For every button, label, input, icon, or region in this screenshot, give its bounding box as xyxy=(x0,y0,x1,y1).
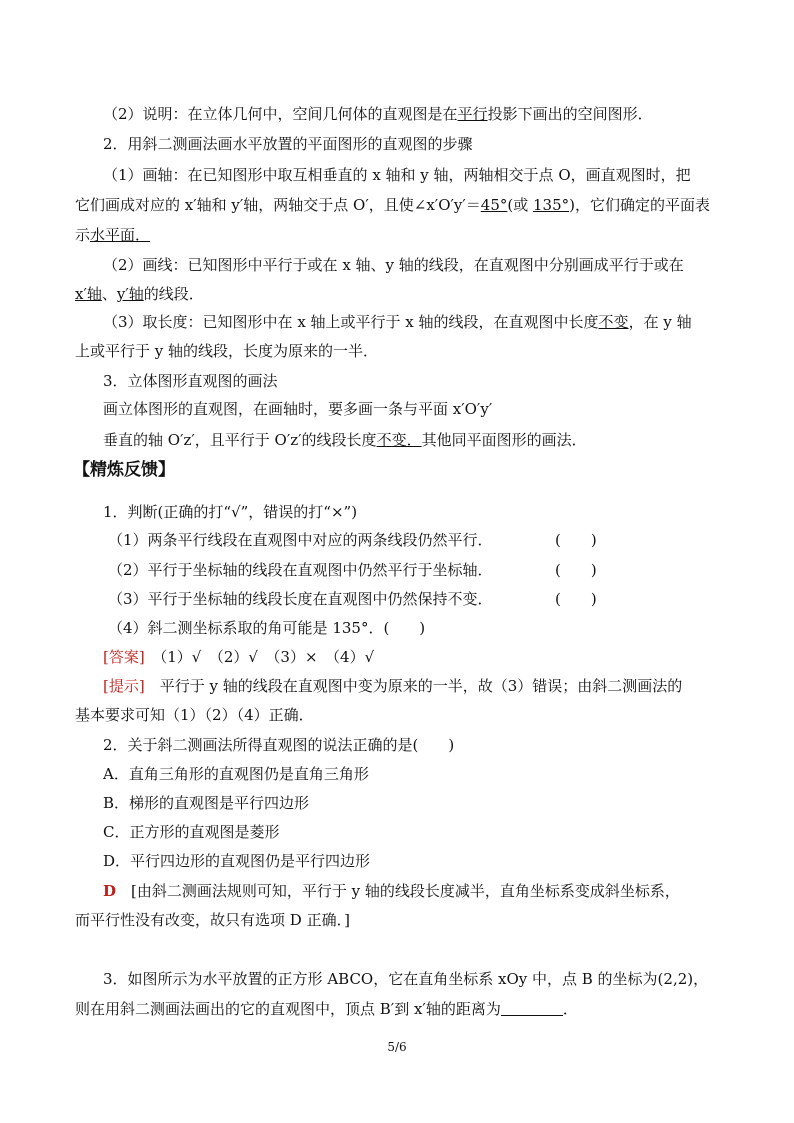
text-span: 示 xyxy=(75,226,91,244)
underlined-answer: 45° xyxy=(480,196,508,214)
question-stem: 1．判断(正确的打“√”，错误的打“×”) xyxy=(103,503,358,521)
question-stem: 2．关于斜二测画法所得直观图的说法正确的是( ) xyxy=(103,736,455,754)
text-line: 画立体图形的直观图，在画轴时，要多画一条与平面 x′O′y′ xyxy=(103,400,493,418)
text-span: （3）取长度：已知图形中在 x 轴上或平行于 x 轴的线段，在直观图中长度 xyxy=(103,313,599,331)
question-item: （4）斜二测坐标系取的角可能是 135°．( ) xyxy=(108,619,426,637)
underlined-answer: 水平面． xyxy=(90,226,151,244)
answer-paren: ( ) xyxy=(555,531,597,549)
answer-blank[interactable] xyxy=(501,1001,563,1016)
underlined-answer: y′轴 xyxy=(116,285,144,303)
text-line: 3．立体图形直观图的画法 xyxy=(103,372,278,390)
underlined-answer: 平行 xyxy=(457,105,488,123)
section-title: 【精炼反馈】 xyxy=(73,460,175,480)
option: D．平行四边形的直观图仍是平行四边形 xyxy=(103,852,371,870)
question-item: （1）两条平行线段在直观图中对应的两条线段仍然平行． xyxy=(108,531,493,549)
answer-paren: ( ) xyxy=(555,561,597,579)
hint-line xyxy=(103,676,682,696)
answer-paren: ( ) xyxy=(555,590,597,608)
answer-line xyxy=(103,647,374,667)
text-span: 则在用斜二测画法画出的它的直观图中，顶点 B′到 x′轴的距离为 xyxy=(75,1000,501,1018)
text-line xyxy=(103,312,692,332)
text-line: 上或平行于 y 轴的线段，长度为原来的一半． xyxy=(75,342,379,360)
text-span: )，它们确定的平面表 xyxy=(569,196,710,214)
text-span: 投影下画出的空间图形． xyxy=(487,105,653,123)
underlined-answer: 135° xyxy=(533,196,570,214)
answer-tag: [答案] xyxy=(103,648,145,666)
text-line: 2．用斜二测画法画水平放置的平面图形的直观图的步骤 xyxy=(103,135,473,153)
option: C．正方形的直观图是菱形 xyxy=(103,823,280,841)
answer-letter: D xyxy=(103,882,117,900)
hint-line: 基本要求可知（1）（2）（4）正确． xyxy=(75,706,314,724)
question-stem: 3．如图所示为水平放置的正方形 ABCO，它在直角坐标系 xOy 中，点 B 的坐标为(2,2)， xyxy=(103,970,709,988)
text-span: 其他同平面图形的画法． xyxy=(421,431,587,449)
text-span: ，在 y 轴 xyxy=(628,313,692,331)
text-line xyxy=(75,284,204,304)
underlined-answer: 不变 xyxy=(598,313,629,331)
text-span: （2）说明：在立体几何中，空间几何体的直观图是在 xyxy=(103,105,458,123)
text-span: 的线段． xyxy=(143,285,204,303)
text-span: 它们画成对应的 x′轴和 y′轴，两轴交于点 O′，且使∠x′O′y′＝ xyxy=(75,196,481,214)
question-stem xyxy=(75,999,578,1019)
option: A．直角三角形的直观图仍是直角三角形 xyxy=(103,765,369,783)
question-item: （3）平行于坐标轴的线段长度在直观图中仍然保持不变． xyxy=(108,590,493,608)
page-number: 5/6 xyxy=(387,1040,407,1054)
text-line: （2）画线：已知图形中平行于或在 x 轴、y 轴的线段，在直观图中分别画成平行于或在 xyxy=(103,256,684,274)
text-line: （1）画轴：在已知图形中取互相垂直的 x 轴和 y 轴，两轴相交于点 O，画直观图时，把 xyxy=(103,166,691,184)
option: B．梯形的直观图是平行四边形 xyxy=(103,794,310,812)
question-item: （2）平行于坐标轴的线段在直观图中仍然平行于坐标轴． xyxy=(108,561,493,579)
text-span: 、 xyxy=(101,285,117,303)
text-span: ． xyxy=(562,1000,578,1018)
answer-text: （1）√ （2）√ （3）× （4）√ xyxy=(144,648,375,666)
text-line xyxy=(103,104,653,124)
hint-text: 平行于 y 轴的线段在直观图中变为原来的一半，故（3）错误；由斜二测画法的 xyxy=(144,677,683,695)
explanation-text: [由斜二测画法规则可知，平行于 y 轴的线段长度减半，直角坐标系变成斜坐标系， xyxy=(116,882,680,900)
text-line xyxy=(75,225,150,245)
text-span: 垂直的轴 O′z′，且平行于 O′z′的线段长度 xyxy=(103,431,377,449)
underlined-answer: 不变． xyxy=(376,431,422,449)
explanation-line: 而平行性没有改变，故只有选项 D 正确．] xyxy=(75,911,350,929)
explanation-line xyxy=(103,881,680,901)
text-span: (或 xyxy=(507,196,533,214)
text-line xyxy=(103,430,587,450)
text-line xyxy=(75,195,710,215)
hint-tag: [提示] xyxy=(103,677,145,695)
underlined-answer: x′轴 xyxy=(75,285,102,303)
